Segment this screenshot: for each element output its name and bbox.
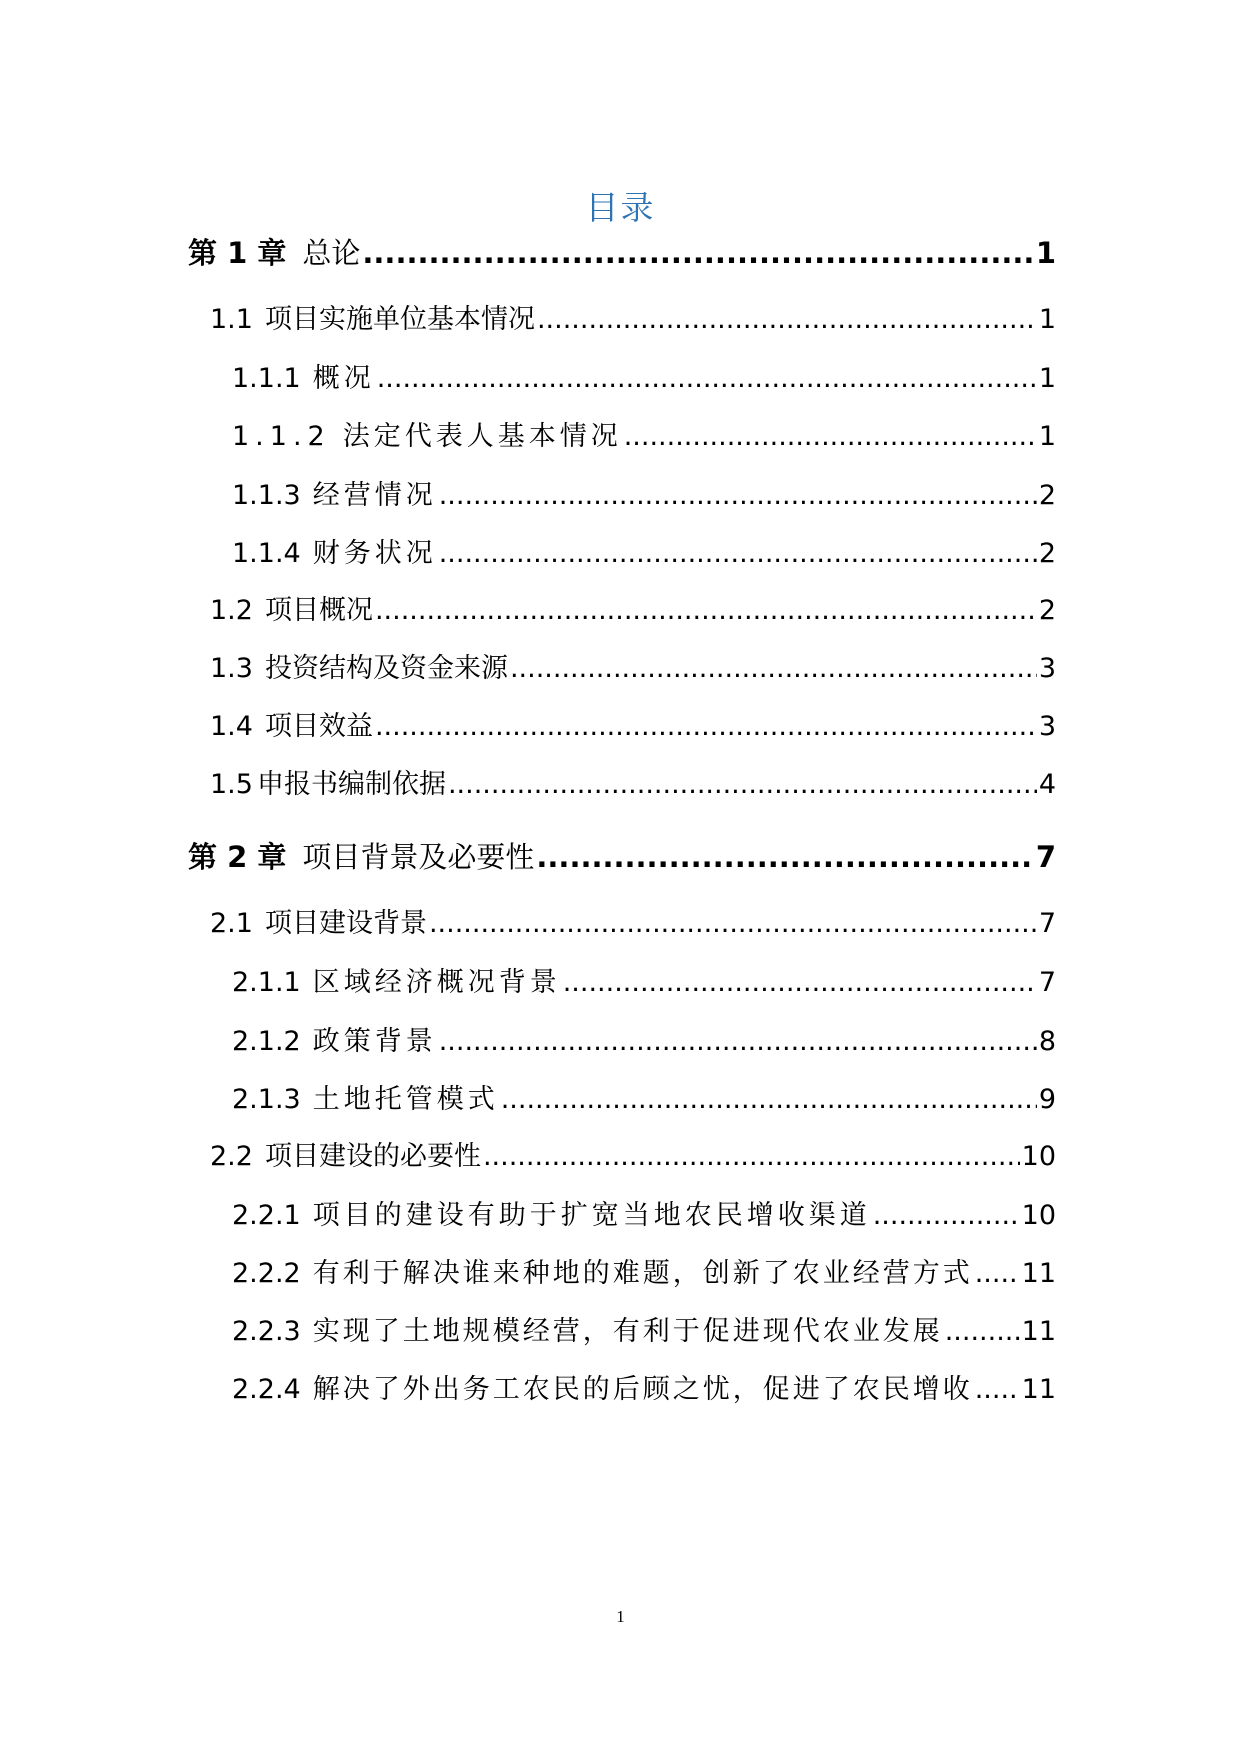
toc-entry-page: 2: [1038, 595, 1056, 626]
dot-leader: [429, 904, 1037, 944]
page-number: 1: [616, 1607, 625, 1626]
toc-entry-label: 经营情况: [312, 480, 437, 511]
toc-entry-label: 解决了外出务工农民的后顾之忧，促进了农民增收: [312, 1374, 973, 1405]
toc-entry-number: 1.1.1: [232, 363, 301, 394]
toc-entry-1-3[interactable]: [210, 649, 1056, 689]
toc-entry-number: 2.1.2: [232, 1026, 301, 1057]
toc-entry-label: 总论: [302, 236, 361, 270]
toc-entry-2-2-3[interactable]: [232, 1312, 1056, 1352]
toc-entry-2-1-1[interactable]: [232, 963, 1056, 1003]
toc-entry-1-4[interactable]: [210, 707, 1056, 747]
toc-entry-label: 项目建设背景: [264, 908, 427, 939]
toc-entry-1-1-3[interactable]: [232, 476, 1056, 516]
toc-entry-page: 7: [1038, 967, 1056, 998]
toc-entry-number: 2.2.3: [232, 1316, 301, 1347]
toc-entry-number: 第 1 章: [188, 236, 287, 270]
toc-entry-label: 有利于解决谁来种地的难题，创新了农业经营方式: [312, 1258, 973, 1289]
dot-leader: [563, 963, 1037, 1003]
dot-leader: [439, 1022, 1037, 1062]
toc-entry-label: 法定代表人基本情况: [342, 421, 622, 452]
toc-entry-label: 政策背景: [312, 1026, 437, 1057]
toc-entry-label: 项目背景及必要性: [302, 840, 535, 874]
toc-entry-label: 区域经济概况背景: [312, 967, 561, 998]
toc-entry-label: 申报书编制依据: [256, 769, 446, 800]
toc-entry-page: 2: [1038, 480, 1056, 511]
toc-entry-number: 1.3: [210, 653, 253, 684]
toc-entry-2-1-2[interactable]: [232, 1022, 1056, 1062]
toc-entry-page: 1: [1035, 236, 1056, 270]
dot-leader: [439, 534, 1037, 574]
toc-entry-label: 项目的建设有助于扩宽当地农民增收渠道: [312, 1200, 871, 1231]
dot-leader: [362, 233, 1033, 273]
toc-entry-page: 7: [1038, 908, 1056, 939]
toc-entry-number: 2.2.1: [232, 1200, 301, 1231]
toc-entry-page: 3: [1038, 653, 1056, 684]
toc-entry-page: 10: [1021, 1141, 1056, 1172]
dot-leader: [537, 300, 1037, 340]
toc-entry-chapter-1[interactable]: [188, 233, 1056, 273]
toc-entry-2-2-2[interactable]: [232, 1254, 1056, 1294]
toc-entry-label: 实现了土地规模经营，有利于促进现代农业发展: [312, 1316, 943, 1347]
toc-entry-label: 财务状况: [312, 538, 437, 569]
toc-entry-1-1-2[interactable]: [232, 417, 1056, 457]
toc-entry-label: 土地托管模式: [312, 1084, 499, 1115]
dot-leader: [536, 837, 1033, 877]
toc-entry-1-1-1[interactable]: [232, 359, 1056, 399]
toc-entry-1-1[interactable]: [210, 300, 1056, 340]
toc-entry-label: 概况: [312, 363, 375, 394]
toc-entry-page: 9: [1038, 1084, 1056, 1115]
toc-entry-page: 10: [1021, 1200, 1056, 1231]
toc-entry-number: 2.2.4: [232, 1374, 301, 1405]
toc-entry-1-2[interactable]: [210, 591, 1056, 631]
dot-leader: [375, 707, 1037, 747]
dot-leader: [873, 1196, 1020, 1236]
toc-entry-page: 7: [1035, 840, 1056, 874]
toc-entry-label: 项目概况: [264, 595, 373, 626]
toc-entry-number: 2.1.3: [232, 1084, 301, 1115]
dot-leader: [624, 417, 1037, 457]
toc-entry-page: 4: [1038, 769, 1056, 800]
toc-entry-label: 项目效益: [264, 711, 373, 742]
toc-entry-2-2-1[interactable]: [232, 1196, 1056, 1236]
dot-leader: [975, 1254, 1020, 1294]
toc-entry-2-1-3[interactable]: [232, 1080, 1056, 1120]
toc-entry-page: 8: [1038, 1026, 1056, 1057]
dot-leader: [439, 476, 1037, 516]
toc-entry-number: 1.1: [210, 304, 253, 335]
dot-leader: [375, 591, 1037, 631]
dot-leader: [510, 649, 1037, 689]
dot-leader: [377, 359, 1037, 399]
toc-entry-page: 1: [1038, 304, 1056, 335]
toc-entry-number: 1.4: [210, 711, 253, 742]
toc-entry-page: 1: [1038, 421, 1056, 452]
toc-entry-page: 3: [1038, 711, 1056, 742]
toc-entry-2-2[interactable]: [210, 1137, 1056, 1177]
toc-title: 目录: [585, 188, 656, 227]
toc-entry-page: 1: [1038, 363, 1056, 394]
toc-entry-1-1-4[interactable]: [232, 534, 1056, 574]
toc-entry-number: 2.1: [210, 908, 253, 939]
toc-entry-number: 2.1.1: [232, 967, 301, 998]
toc-entry-chapter-2[interactable]: [188, 837, 1056, 877]
toc-entry-label: 投资结构及资金来源: [264, 653, 508, 684]
toc-entry-number: 1.2: [210, 595, 253, 626]
dot-leader: [945, 1312, 1020, 1352]
toc-entry-2-1[interactable]: [210, 904, 1056, 944]
toc-entry-page: 2: [1038, 538, 1056, 569]
toc-entry-number: 1.1.3: [232, 480, 301, 511]
dot-leader: [483, 1137, 1020, 1177]
toc-entry-label: 项目建设的必要性: [264, 1141, 481, 1172]
toc-entry-2-2-4[interactable]: [232, 1370, 1056, 1410]
toc-entry-number: 2.2: [210, 1141, 253, 1172]
toc-entry-1-5[interactable]: [210, 765, 1056, 805]
toc-entry-number: 1.1.2: [232, 421, 331, 452]
toc-entry-number: 1.5: [210, 769, 253, 800]
toc-entry-number: 2.2.2: [232, 1258, 301, 1289]
toc-entry-page: 11: [1021, 1374, 1056, 1405]
toc-entry-page: 11: [1021, 1258, 1056, 1289]
dot-leader: [501, 1080, 1037, 1120]
toc-entry-number: 第 2 章: [188, 840, 287, 874]
toc-entry-number: 1.1.4: [232, 538, 301, 569]
toc-entry-label: 项目实施单位基本情况: [264, 304, 535, 335]
dot-leader: [448, 765, 1037, 805]
dot-leader: [975, 1370, 1020, 1410]
toc-entry-page: 11: [1021, 1316, 1056, 1347]
